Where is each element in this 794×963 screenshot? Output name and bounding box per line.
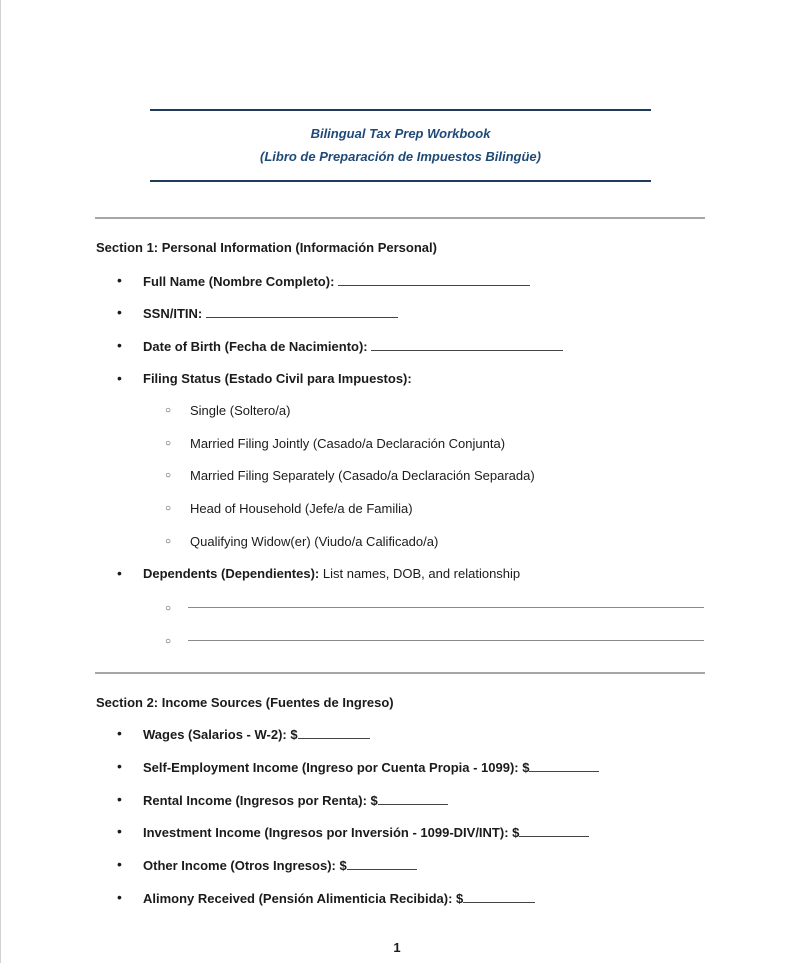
ssn-label: SSN/ITIN: [143, 306, 203, 321]
circle-bullet-icon: ○ [165, 636, 172, 647]
rental-income-blank[interactable] [378, 792, 448, 805]
ssn-field[interactable] [143, 305, 398, 321]
document-title: Bilingual Tax Prep Workbook [310, 126, 491, 141]
rental-income-field[interactable] [143, 792, 448, 808]
filing-option-qualifying-widow[interactable]: Qualifying Widow(er) (Viudo/a Calificado/a) [190, 534, 439, 549]
bullet-icon: • [117, 272, 122, 288]
section-1-divider [95, 217, 705, 219]
other-income-blank[interactable] [347, 857, 417, 870]
filing-option-head-of-household[interactable]: Head of Household (Jefe/a de Familia) [190, 501, 413, 516]
section-1-heading: Section 1: Personal Information (Información Personal) [96, 240, 437, 255]
document-subtitle: (Libro de Preparación de Impuestos Bilingüe) [260, 149, 541, 164]
full-name-field[interactable] [143, 273, 530, 289]
circle-bullet-icon: ○ [165, 603, 172, 614]
filing-option-married-separately[interactable]: Married Filing Separately (Casado/a Declaración Separada) [190, 468, 535, 483]
filing-option-single[interactable]: Single (Soltero/a) [190, 403, 291, 418]
bullet-icon: • [117, 889, 122, 905]
filing-status-item [143, 371, 412, 386]
investment-income-field[interactable] [143, 824, 589, 840]
bullet-icon: • [117, 791, 122, 807]
circle-bullet-icon: ○ [165, 503, 172, 514]
dob-field[interactable] [143, 338, 563, 354]
alimony-label: Alimony Received (Pensión Alimenticia Recibida): $ [143, 891, 464, 906]
circle-bullet-icon: ○ [165, 536, 172, 547]
bullet-icon: • [117, 337, 122, 353]
ssn-blank[interactable] [206, 305, 398, 318]
title-top-rule [150, 109, 651, 111]
dependents-label: Dependents (Dependientes): [143, 566, 320, 581]
dependents-item [143, 566, 520, 581]
section-2-divider [95, 672, 705, 674]
dob-label: Date of Birth (Fecha de Nacimiento): [143, 339, 368, 354]
circle-bullet-icon: ○ [165, 438, 172, 449]
title-bottom-rule [150, 180, 651, 182]
self-employment-field[interactable] [143, 759, 599, 775]
bullet-icon: • [117, 823, 122, 839]
full-name-blank[interactable] [338, 273, 530, 286]
bullet-icon: • [117, 758, 122, 774]
page-edge [0, 0, 1, 963]
dob-blank[interactable] [371, 338, 563, 351]
investment-income-blank[interactable] [519, 824, 589, 837]
bullet-icon: • [117, 565, 122, 581]
filing-status-label: Filing Status (Estado Civil para Impuestos): [143, 371, 412, 386]
page-number: 1 [393, 940, 401, 955]
full-name-label: Full Name (Nombre Completo): [143, 274, 335, 289]
other-income-field[interactable] [143, 857, 417, 873]
circle-bullet-icon: ○ [165, 405, 172, 416]
dependents-instruction: List names, DOB, and relationship [322, 566, 521, 581]
self-employment-blank[interactable] [529, 759, 599, 772]
wages-label: Wages (Salarios - W-2): $ [143, 727, 298, 742]
investment-income-label: Investment Income (Ingresos por Inversión - 1099-DIV/INT): $ [143, 825, 520, 840]
dependent-entry-line-2[interactable] [188, 640, 704, 641]
bullet-icon: • [117, 856, 122, 872]
alimony-blank[interactable] [463, 890, 535, 903]
wages-field[interactable] [143, 726, 370, 742]
circle-bullet-icon: ○ [165, 470, 172, 481]
bullet-icon: • [117, 370, 122, 386]
other-income-label: Other Income (Otros Ingresos): $ [143, 858, 347, 873]
section-2-heading: Section 2: Income Sources (Fuentes de Ingreso) [96, 695, 394, 710]
bullet-icon: • [117, 304, 122, 320]
bullet-icon: • [117, 725, 122, 741]
rental-income-label: Rental Income (Ingresos por Renta): $ [143, 793, 378, 808]
filing-option-married-jointly[interactable]: Married Filing Jointly (Casado/a Declaración Conjunta) [190, 436, 506, 451]
wages-blank[interactable] [298, 726, 370, 739]
dependent-entry-line-1[interactable] [188, 607, 704, 608]
alimony-field[interactable] [143, 890, 535, 906]
self-employment-label: Self-Employment Income (Ingreso por Cuenta Propia - 1099): $ [143, 760, 530, 775]
